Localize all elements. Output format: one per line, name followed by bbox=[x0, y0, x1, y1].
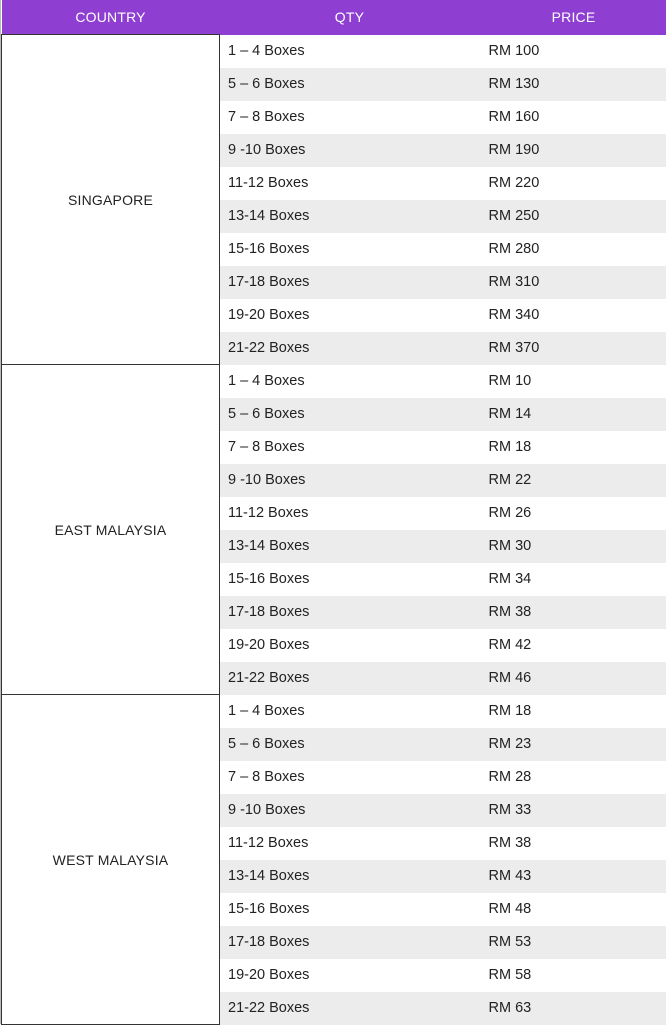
price-cell: RM 26 bbox=[480, 497, 666, 530]
qty-cell: 13-14 Boxes bbox=[220, 200, 480, 233]
qty-cell: 21-22 Boxes bbox=[220, 332, 480, 365]
qty-cell: 15-16 Boxes bbox=[220, 893, 480, 926]
price-cell: RM 370 bbox=[480, 332, 666, 365]
qty-cell: 7 – 8 Boxes bbox=[220, 101, 480, 134]
country-cell: EAST MALAYSIA bbox=[2, 365, 220, 695]
qty-cell: 5 – 6 Boxes bbox=[220, 728, 480, 761]
table-row bbox=[2, 365, 666, 398]
price-cell: RM 58 bbox=[480, 959, 666, 992]
table-row bbox=[2, 35, 666, 68]
price-cell: RM 130 bbox=[480, 68, 666, 101]
price-cell: RM 280 bbox=[480, 233, 666, 266]
table-body bbox=[2, 35, 666, 1025]
country-cell: SINGAPORE bbox=[2, 35, 220, 365]
qty-cell: 17-18 Boxes bbox=[220, 926, 480, 959]
qty-cell: 21-22 Boxes bbox=[220, 662, 480, 695]
qty-cell: 17-18 Boxes bbox=[220, 266, 480, 299]
qty-cell: 13-14 Boxes bbox=[220, 860, 480, 893]
country-cell: WEST MALAYSIA bbox=[2, 695, 220, 1025]
qty-cell: 5 – 6 Boxes bbox=[220, 398, 480, 431]
qty-cell: 7 – 8 Boxes bbox=[220, 761, 480, 794]
price-cell: RM 38 bbox=[480, 827, 666, 860]
price-cell: RM 28 bbox=[480, 761, 666, 794]
price-cell: RM 160 bbox=[480, 101, 666, 134]
price-cell: RM 100 bbox=[480, 35, 666, 68]
qty-cell: 7 – 8 Boxes bbox=[220, 431, 480, 464]
price-cell: RM 18 bbox=[480, 431, 666, 464]
qty-cell: 9 -10 Boxes bbox=[220, 464, 480, 497]
table-row bbox=[2, 695, 666, 728]
qty-cell: 11-12 Boxes bbox=[220, 167, 480, 200]
qty-cell: 19-20 Boxes bbox=[220, 629, 480, 662]
qty-cell: 13-14 Boxes bbox=[220, 530, 480, 563]
price-cell: RM 23 bbox=[480, 728, 666, 761]
price-cell: RM 53 bbox=[480, 926, 666, 959]
qty-cell: 1 – 4 Boxes bbox=[220, 365, 480, 398]
qty-cell: 9 -10 Boxes bbox=[220, 134, 480, 167]
price-cell: RM 30 bbox=[480, 530, 666, 563]
qty-cell: 21-22 Boxes bbox=[220, 992, 480, 1025]
price-cell: RM 18 bbox=[480, 695, 666, 728]
price-cell: RM 48 bbox=[480, 893, 666, 926]
qty-cell: 11-12 Boxes bbox=[220, 827, 480, 860]
qty-cell: 5 – 6 Boxes bbox=[220, 68, 480, 101]
price-cell: RM 22 bbox=[480, 464, 666, 497]
qty-cell: 15-16 Boxes bbox=[220, 233, 480, 266]
header-price: PRICE bbox=[480, 0, 666, 35]
qty-cell: 15-16 Boxes bbox=[220, 563, 480, 596]
qty-cell: 9 -10 Boxes bbox=[220, 794, 480, 827]
price-cell: RM 14 bbox=[480, 398, 666, 431]
qty-cell: 11-12 Boxes bbox=[220, 497, 480, 530]
price-cell: RM 43 bbox=[480, 860, 666, 893]
price-cell: RM 33 bbox=[480, 794, 666, 827]
price-cell: RM 10 bbox=[480, 365, 666, 398]
qty-cell: 19-20 Boxes bbox=[220, 299, 480, 332]
price-cell: RM 34 bbox=[480, 563, 666, 596]
price-cell: RM 38 bbox=[480, 596, 666, 629]
header-qty: QTY bbox=[220, 0, 480, 35]
shipping-rate-table bbox=[1, 0, 666, 1025]
price-cell: RM 340 bbox=[480, 299, 666, 332]
price-cell: RM 190 bbox=[480, 134, 666, 167]
header-country: COUNTRY bbox=[2, 0, 220, 35]
price-cell: RM 220 bbox=[480, 167, 666, 200]
price-cell: RM 310 bbox=[480, 266, 666, 299]
table-header-row bbox=[2, 0, 666, 35]
qty-cell: 17-18 Boxes bbox=[220, 596, 480, 629]
qty-cell: 1 – 4 Boxes bbox=[220, 695, 480, 728]
price-cell: RM 42 bbox=[480, 629, 666, 662]
price-cell: RM 250 bbox=[480, 200, 666, 233]
price-cell: RM 46 bbox=[480, 662, 666, 695]
qty-cell: 19-20 Boxes bbox=[220, 959, 480, 992]
price-cell: RM 63 bbox=[480, 992, 666, 1025]
qty-cell: 1 – 4 Boxes bbox=[220, 35, 480, 68]
